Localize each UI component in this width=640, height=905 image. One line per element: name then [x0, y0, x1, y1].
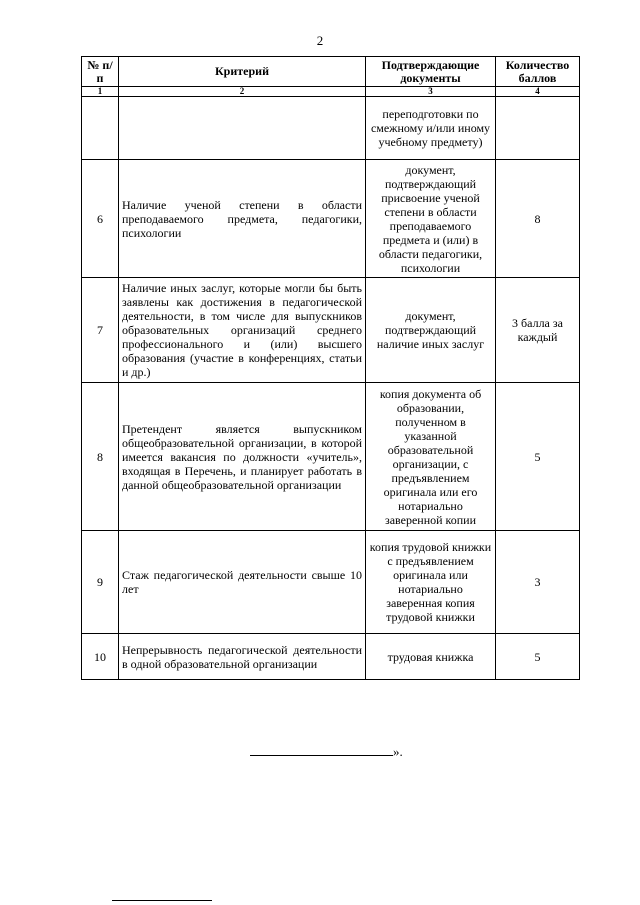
table-row — [82, 531, 580, 634]
blank-underline — [250, 743, 393, 756]
closing-line — [250, 743, 403, 760]
row-criterion: Стаж педагогической деятельности свыше 10 лет — [119, 531, 366, 634]
header-points: Количество баллов — [496, 57, 580, 87]
row-documents: документ, подтверждающий присвоение ученой степени в области преподаваемого предмета и (или) в области педагогики, психологии — [366, 160, 496, 278]
table-row — [82, 383, 580, 531]
table-header-row — [82, 57, 580, 87]
column-number: 4 — [496, 87, 580, 97]
row-points: 5 — [496, 634, 580, 680]
row-documents: переподготовки по смежному и/или иному учебному предмету) — [366, 97, 496, 160]
header-documents: Подтверждающие документы — [366, 57, 496, 87]
page-number: 2 — [316, 33, 324, 48]
row-criterion: Претендент является выпускником общеобразовательной организации, в которой имеется вакансия по должности «учитель», входящая в Перечень, и планирует работать в данной общеобразовательной организации — [119, 383, 366, 531]
header-criterion: Критерий — [119, 57, 366, 87]
footnote-divider — [112, 900, 212, 901]
row-points — [496, 97, 580, 160]
row-num: 8 — [82, 383, 119, 531]
table-row — [82, 97, 580, 160]
row-points: 5 — [496, 383, 580, 531]
row-points: 8 — [496, 160, 580, 278]
row-documents: копия трудовой книжки с предъявлением оригинала или нотариально заверенная копия трудовой книжки — [366, 531, 496, 634]
column-number: 3 — [366, 87, 496, 97]
column-number: 1 — [82, 87, 119, 97]
row-num: 10 — [82, 634, 119, 680]
row-documents: документ, подтверждающий наличие иных заслуг — [366, 278, 496, 383]
row-num: 7 — [82, 278, 119, 383]
row-criterion: Наличие ученой степени в области преподаваемого предмета, педагогики, психологии — [119, 160, 366, 278]
row-num: 6 — [82, 160, 119, 278]
column-number-row — [82, 87, 580, 97]
closing-quote: ». — [393, 744, 403, 759]
table-row — [82, 160, 580, 278]
row-criterion — [119, 97, 366, 160]
criteria-table — [81, 56, 580, 680]
row-criterion: Непрерывность педагогической деятельности в одной образовательной организации — [119, 634, 366, 680]
column-number: 2 — [119, 87, 366, 97]
row-num: 9 — [82, 531, 119, 634]
header-num: № п/п — [82, 57, 119, 87]
row-documents: трудовая книжка — [366, 634, 496, 680]
table-row — [82, 634, 580, 680]
row-criterion: Наличие иных заслуг, которые могли бы быть заявлены как достижения в педагогической деятельности, в том числе для выпускников образовательных организаций среднего профессионального и (или) высшего образования (участие в конференциях, статьи и др.) — [119, 278, 366, 383]
row-documents: копия документа об образовании, полученном в указанной образовательной организации, с предъявлением оригинала или его нотариально заверенной копии — [366, 383, 496, 531]
row-num — [82, 97, 119, 160]
row-points: 3 — [496, 531, 580, 634]
row-points: 3 балла за каждый — [496, 278, 580, 383]
table-row — [82, 278, 580, 383]
